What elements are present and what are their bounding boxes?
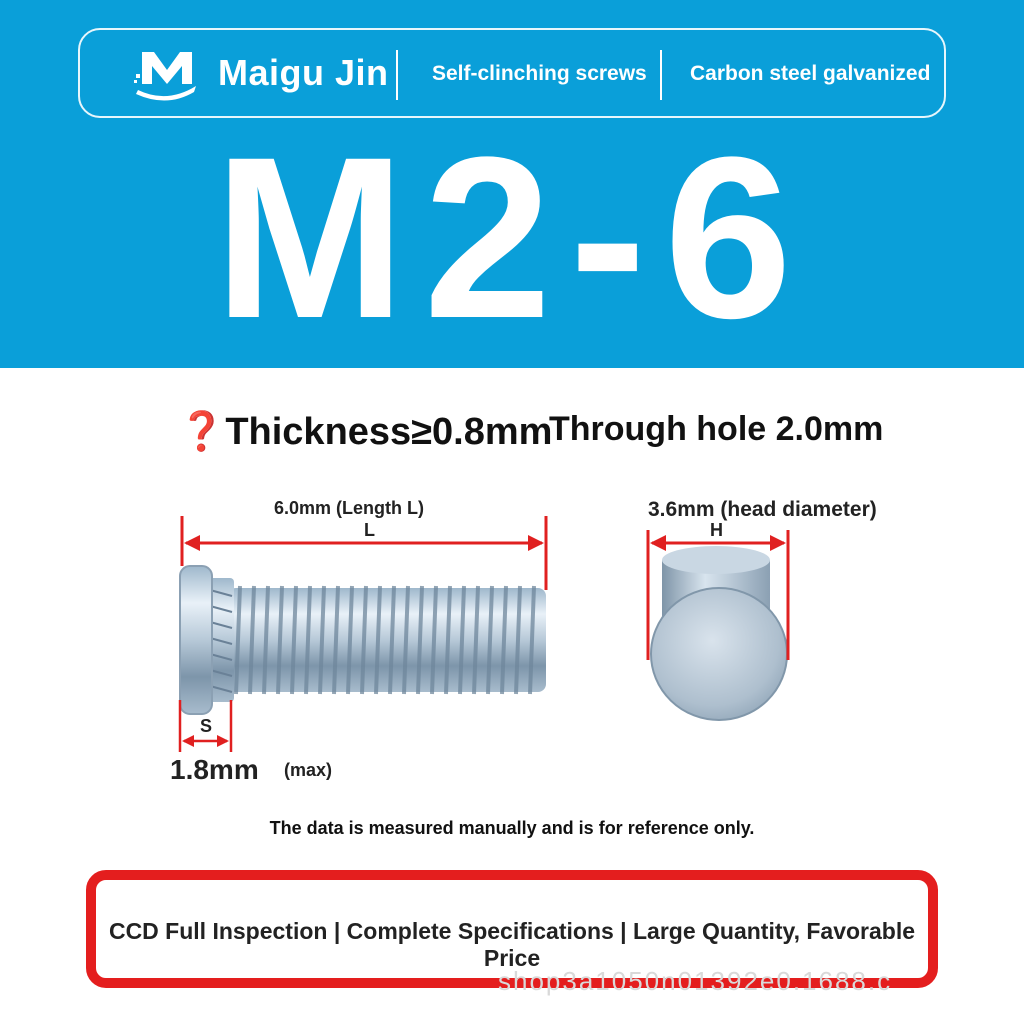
brand-name: Maigu Jin bbox=[218, 52, 389, 93]
tagline-product: Self-clinching screws bbox=[432, 62, 647, 85]
feature-banner-text: CCD Full Inspection | Complete Specifications | Large Quantity, Favorable Price bbox=[108, 918, 916, 971]
tagline-material: Carbon steel galvanized bbox=[690, 62, 931, 85]
s-symbol: S bbox=[200, 716, 213, 736]
head-symbol: H bbox=[710, 520, 723, 540]
through-hole-spec: Through hole 2.0mm bbox=[549, 410, 884, 448]
model-title: M2-6 bbox=[213, 109, 810, 366]
shop-watermark: shop3a1050n01392e0.1688.c bbox=[498, 966, 893, 996]
thickness-spec: ❓Thickness≥0.8mm bbox=[178, 411, 553, 453]
length-symbol: L bbox=[364, 520, 375, 540]
head-diameter-label: 3.6mm (head diameter) bbox=[648, 498, 877, 521]
s-note: (max) bbox=[284, 760, 333, 780]
s-value: 1.8mm bbox=[170, 754, 259, 785]
length-label: 6.0mm (Length L) bbox=[274, 498, 425, 518]
reference-note: The data is measured manually and is for reference only. bbox=[269, 818, 755, 838]
